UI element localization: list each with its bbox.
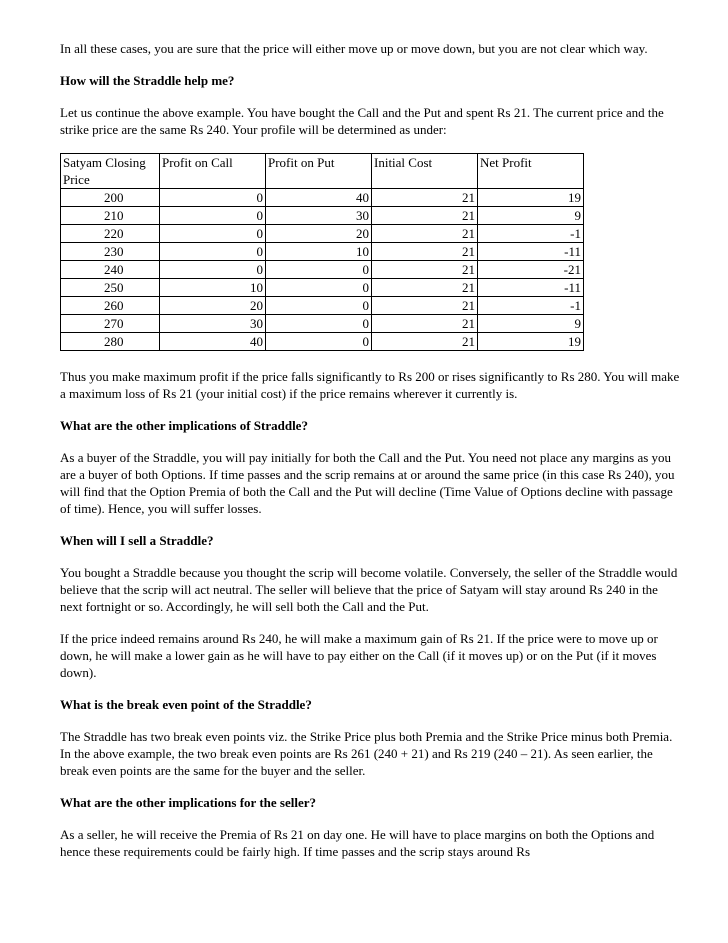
heading-break-even: What is the break even point of the Straddle? <box>60 697 312 712</box>
cell-call: 0 <box>160 225 266 243</box>
break-even-paragraph: The Straddle has two break even points viz. the Strike Price plus both Premia and the Strike Price minus both Premia. In the above example, the two break even points are Rs 261 (240 + 21) and Rs 219 (240 – 21). As seen earlier, the break even points are the same for the buyer and the seller. <box>60 729 673 778</box>
intro-paragraph: In all these cases, you are sure that the price will either move up or move down, but you are not clear which way. <box>60 41 648 56</box>
col-header-call: Profit on Call <box>160 154 266 189</box>
document-page <box>60 40 680 875</box>
cell-net: 19 <box>478 189 584 207</box>
cell-cost: 21 <box>372 279 478 297</box>
table-row <box>61 279 584 297</box>
cell-price: 200 <box>61 189 160 207</box>
cell-net: 9 <box>478 207 584 225</box>
cell-net: 9 <box>478 315 584 333</box>
cell-call: 0 <box>160 207 266 225</box>
table-row <box>61 225 584 243</box>
cell-net: -1 <box>478 225 584 243</box>
cell-net: -1 <box>478 297 584 315</box>
cell-price: 280 <box>61 333 160 351</box>
cell-net: 19 <box>478 333 584 351</box>
cell-cost: 21 <box>372 315 478 333</box>
seller-view-paragraph: You bought a Straddle because you thought the scrip will become volatile. Conversely, the seller of the Straddle would believe that the scrip will act neutral. The seller will believe that the price of Satyam will stay around Rs 240 in the next fortnight or so. Accordingly, he will sell both the Call and the Put. <box>60 565 678 614</box>
col-header-cost: Initial Cost <box>372 154 478 189</box>
cell-cost: 21 <box>372 207 478 225</box>
table-header-row <box>61 154 584 189</box>
heading-seller-implications: What are the other implications for the seller? <box>60 795 316 810</box>
col-header-price: Satyam Closing Price <box>61 154 160 189</box>
implications-paragraph: As a buyer of the Straddle, you will pay initially for both the Call and the Put. You need not place any margins as you are a buyer of both Options. If time passes and the scrip remains at or around the same price (in this case Rs 240), you will find that the Option Premia of both the Call and the Put will decline (Time Value of Options decline with passage of time). Hence, you will suffer losses. <box>60 450 675 516</box>
cell-put: 0 <box>266 315 372 333</box>
cell-put: 10 <box>266 243 372 261</box>
cell-put: 30 <box>266 207 372 225</box>
cell-put: 40 <box>266 189 372 207</box>
seller-implications-paragraph: As a seller, he will receive the Premia of Rs 21 on day one. He will have to place margins on both the Options and hence these requirements could be fairly high. If time passes and the scrip stays around Rs <box>60 827 655 859</box>
cell-price: 220 <box>61 225 160 243</box>
cell-put: 20 <box>266 225 372 243</box>
cell-cost: 21 <box>372 189 478 207</box>
cell-cost: 21 <box>372 225 478 243</box>
cell-net: -11 <box>478 243 584 261</box>
col-header-net: Net Profit <box>478 154 584 189</box>
table-row <box>61 315 584 333</box>
col-header-put: Profit on Put <box>266 154 372 189</box>
cell-put: 0 <box>266 279 372 297</box>
cell-call: 0 <box>160 189 266 207</box>
cell-price: 210 <box>61 207 160 225</box>
cell-call: 30 <box>160 315 266 333</box>
table-row <box>61 243 584 261</box>
cell-call: 20 <box>160 297 266 315</box>
cell-net: -21 <box>478 261 584 279</box>
heading-straddle-help: How will the Straddle help me? <box>60 73 235 88</box>
table-row <box>61 261 584 279</box>
cell-call: 0 <box>160 243 266 261</box>
cell-price: 260 <box>61 297 160 315</box>
cell-cost: 21 <box>372 297 478 315</box>
seller-gain-paragraph: If the price indeed remains around Rs 240, he will make a maximum gain of Rs 21. If the price were to move up or down, he will make a lower gain as he will have to pay either on the Call (if it moves up) or on the Put (if it moves down). <box>60 631 658 680</box>
cell-call: 40 <box>160 333 266 351</box>
cell-price: 250 <box>61 279 160 297</box>
table-row <box>61 297 584 315</box>
cell-cost: 21 <box>372 243 478 261</box>
cell-net: -11 <box>478 279 584 297</box>
summary-paragraph: Thus you make maximum profit if the price falls significantly to Rs 200 or rises significantly to Rs 280. You will make a maximum loss of Rs 21 (your initial cost) if the price remains wherever it currently is. <box>60 369 680 401</box>
heading-implications: What are the other implications of Straddle? <box>60 418 308 433</box>
cell-put: 0 <box>266 297 372 315</box>
cell-price: 240 <box>61 261 160 279</box>
cell-cost: 21 <box>372 333 478 351</box>
example-paragraph: Let us continue the above example. You have bought the Call and the Put and spent Rs 21. The current price and the strike price are the same Rs 240. Your profile will be determined as under: <box>60 105 664 137</box>
profit-table <box>60 153 584 351</box>
heading-when-sell: When will I sell a Straddle? <box>60 533 214 548</box>
cell-put: 0 <box>266 261 372 279</box>
cell-call: 10 <box>160 279 266 297</box>
table-row <box>61 189 584 207</box>
table-row <box>61 207 584 225</box>
cell-cost: 21 <box>372 261 478 279</box>
cell-put: 0 <box>266 333 372 351</box>
cell-price: 230 <box>61 243 160 261</box>
cell-call: 0 <box>160 261 266 279</box>
cell-price: 270 <box>61 315 160 333</box>
table-row <box>61 333 584 351</box>
